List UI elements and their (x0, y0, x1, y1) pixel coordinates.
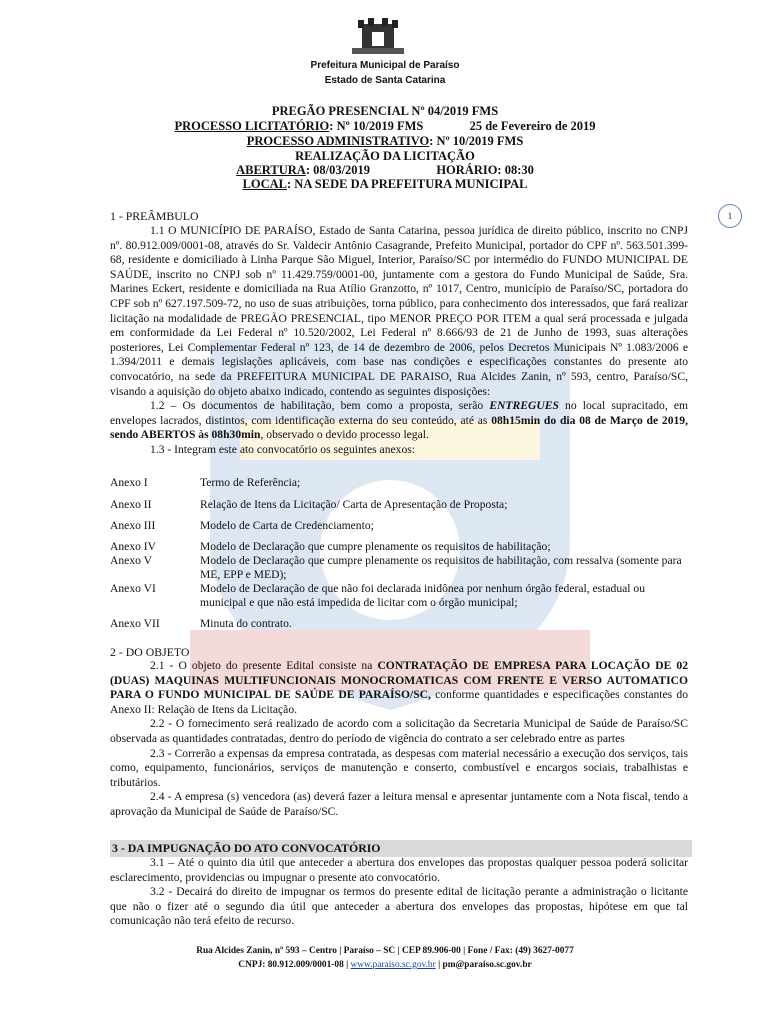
footer-contact: CNPJ: 80.912.009/0001-08 | www.paraiso.sc.gov.br | pm@paraiso.sc.gov.br (238, 960, 532, 970)
annex-item: Anexo VII Minuta do contrato. (110, 617, 292, 630)
paragraph-2-4: 2.4 - A empresa (s) vencedora (as) deverá fazer a leitura mensal e apresentar juntamente com a Nota fiscal, tendo a aprovação da Municipal de Saúde de Paraíso/SC. (110, 790, 688, 818)
section-1-body (110, 224, 688, 458)
local-line (0, 177, 770, 192)
paragraph-3-1: 3.1 – Até o quinto dia útil que anteceder a abertura dos envelopes das propostas qualquer pessoa poderá solicitar esclarecimento, providencias ou impugnar o presente ato convocatório. (110, 856, 688, 884)
abertura-value: : 08/03/2019 (305, 163, 371, 177)
paragraph-2-2: 2.2 - O fornecimento será realizado de acordo com a solicitação da Secretaria Municipal de Saúde de Paraíso/SC observada as quantidades contratadas, dentro do período de vigência do contrato a ser celebrado entre as partes (110, 717, 688, 745)
realizacao-heading: REALIZAÇÃO DA LICITAÇÃO (295, 149, 475, 163)
section-2-heading: 2 - DO OBJETO (110, 645, 190, 659)
footer-address: Rua Alcides Zanin, nº 593 – Centro | Paraíso – SC | CEP 89.906-00 | Fone / Fax: (49) 3627-0077 (196, 946, 574, 956)
annex-item: Anexo IV Modelo de Declaração que cumpre plenamente os requisitos de habilitação; (110, 540, 551, 553)
annex-item: Anexo V Modelo de Declaração que cumpre plenamente os requisitos de habilitação, com ressalva (somente para ME, EPP e MED); (110, 554, 682, 581)
annex-item: Anexo I Termo de Referência; (110, 476, 301, 489)
proc-lic-label: PROCESSO LICITATÓRIO (174, 119, 330, 133)
website-link[interactable]: www.paraiso.sc.gov.br (350, 960, 436, 970)
annex-item: Anexo II Relação de Itens da Licitação/ Carta de Apresentação de Proposta; (110, 498, 508, 511)
paragraph-1-2: 1.2 – Os documentos de habilitação, bem como a proposta, serão ENTREGUES no local supracitado, em envelopes lacrados, distintos, com identificação externa do seu conteúdo, até as 08h15min do dia 08 de Março de 2019, sendo ABERTOS às 08h30min, observado o devido processo legal. (110, 399, 688, 442)
section-3-body (110, 856, 688, 929)
paragraph-1-3: 1.3 - Integram este ato convocatório os seguintes anexos: (150, 442, 415, 456)
pregao-title: PREGÃO PRESENCIAL Nº 04/2019 FMS (271, 104, 499, 118)
proc-adm-label: PROCESSO ADMINISTRATIVO (246, 134, 430, 148)
annex-item: Anexo III Modelo de Carta de Credenciamento; (110, 519, 374, 532)
section-3-heading: 3 - DA IMPUGNAÇÃO DO ATO CONVOCATÓRIO (110, 840, 692, 857)
local-value: : NA SEDE DA PREFEITURA MUNICIPAL (287, 177, 528, 191)
municipal-crest-logo (348, 16, 408, 56)
processo-administrativo-line (0, 134, 770, 149)
header-state: Estado de Santa Catarina (324, 75, 446, 86)
proc-lic-value: : Nº 10/2019 FMS (329, 119, 424, 133)
header-municipality: Prefeitura Municipal de Paraíso (310, 60, 460, 71)
proc-adm-value: : Nº 10/2019 FMS (429, 134, 524, 148)
paragraph-3-2: 3.2 - Decairá do direito de impugnar os termos do presente edital de licitação perante a administração o licitante que não o fizer até o segundo dia útil que anteceder a abertura dos envelopes das propostas, hipótese em que tal comunicação não terá efeito de recurso. (110, 885, 688, 928)
section-1-heading: 1 - PREÂMBULO (110, 209, 199, 223)
paragraph-2-3: 2.3 - Correrão a expensas da empresa contratada, as despesas com material necessário a execução dos serviços, tais como, equipamento, funcionários, serviços de manutenção e conserto, combustível e encargos sociais, trabalhistas e tributários. (110, 746, 688, 789)
paragraph-2-1: 2.1 - O objeto do presente Edital consiste na CONTRATAÇÃO DE EMPRESA PARA LOCAÇÃO DE 02 (DUAS) MAQUINAS MULTIFUNCIONAIS MONOCROMATICAS COM FRENTE E VERSO AUTOMATICO PARA O FUNDO MUNICIPAL DE SAÚDE DE PARAÍSO/SC, conforme quantidades e especificações constantes do Anexo II: Relação de Itens da Licitação. (110, 659, 688, 716)
abertura-line (0, 163, 770, 178)
section-2-body (110, 659, 688, 820)
horario: HORÁRIO: 08:30 (436, 163, 534, 177)
proc-lic-date: 25 de Fevereiro de 2019 (469, 119, 596, 133)
page-number-badge: 1 (718, 204, 742, 228)
abertura-label: ABERTURA (236, 163, 306, 177)
annex-item: Anexo VI Modelo de Declaração de que não foi declarada inidônea por nenhum órgão federal, estadual ou municipal e que não está impedida de licitar com o órgão municipal; (110, 582, 645, 609)
processo-licitatorio-line (0, 119, 770, 134)
local-label: LOCAL (242, 177, 288, 191)
paragraph-1-1: 1.1 O MUNICÍPIO DE PARAÍSO, Estado de Santa Catarina, pessoa jurídica de direito público, inscrito no CNPJ nº. 80.912.009/0001-08, através do Sr. Valdecir Antônio Casagrande, Prefeito Municipal, portador do CPF nº. 563.501.399-68, residente e domiciliado à Linha Parque São Miguel, Interior, Paraíso/SC por intermédio do FUNDO MUNICIPAL DE SAÚDE, inscrito no CNPJ sob nº 11.429.759/0001-00, juntamente com a gestora do Fundo Municipal de Saúde, Sra. Marines Eckert, residente e domiciliada na Rua Atílio Granzotto, nº 1017, Centro, município de Paraíso/SC, portadora do CPF sob nº 627.197.509-72, no uso de suas atribuições, torna público, para conhecimento dos interessados, que fará realizar licitação na modalidade de PREGÃO PRESENCIAL, tipo MENOR PREÇO POR ITEM a qual será processada e julgada em conformidade da Lei Federal nº 10.520/2002, Lei Federal nº 8.666/93 de 21 de Junho de 1993, suas alterações posteriores, Lei Complementar Federal nº 123, de 14 de dezembro de 2006, pelos Decretos Municipais Nº 1.083/2006 e 1.394/2011 e demais legislações aplicáveis, com base nas condições e especificações constantes do presente ato convocatório, na sede da PREFEITURA MUNICIPAL DE PARAISO, Rua Alcides Zanin, nº 593, centro, Paraíso/SC, visando a aquisição do objeto abaixo indicado, contendo as seguintes disposições: (110, 224, 688, 398)
